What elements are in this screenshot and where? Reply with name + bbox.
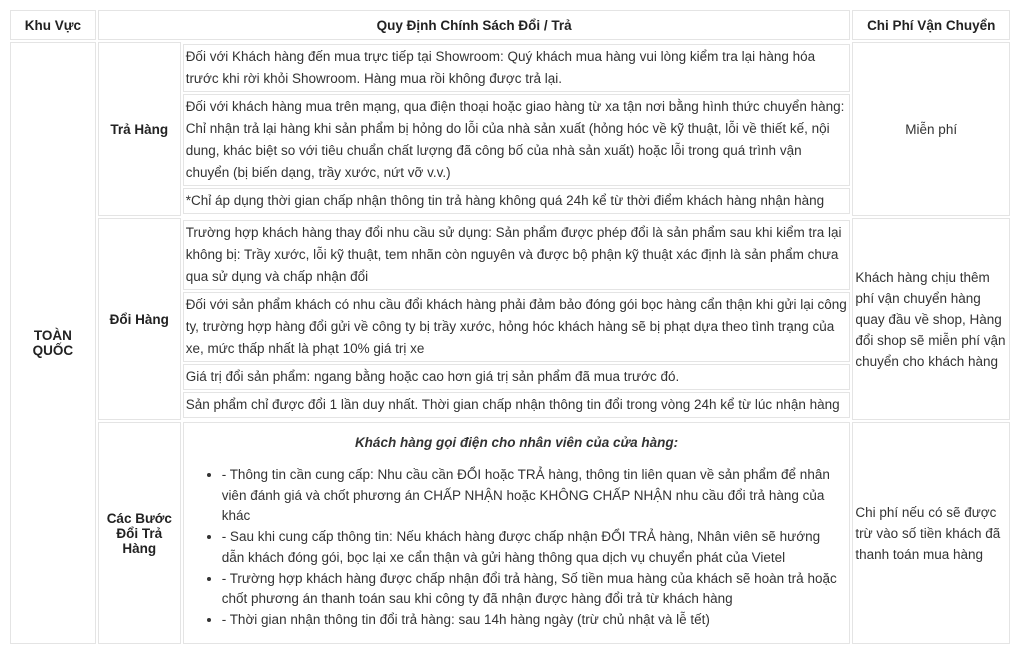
policy-table-container: [8, 8, 1012, 646]
exchange-policy-cell: [183, 218, 851, 420]
return-item: *Chỉ áp dụng thời gian chấp nhận thông tin trả hàng không quá 24h kể từ thời điểm khách hàng nhận hàng: [183, 188, 851, 214]
steps-row: [10, 422, 1010, 644]
return-policy-cell: [183, 42, 851, 216]
policy-table: [8, 8, 1012, 646]
exchange-item: Trường hợp khách hàng thay đổi nhu cầu sử dụng: Sản phẩm được phép đổi là sản phẩm sau khi kiểm tra lại không bị: Trầy xước, lỗi kỹ thuật, tem nhãn còn nguyên và được bộ phận kỹ thuật xác định là sản phẩm chưa qua sử dụng và chấp nhận đổi: [183, 220, 851, 290]
steps-list: [188, 465, 846, 631]
exchange-item: Đối với sản phẩm khách có nhu cầu đổi khách hàng phải đảm bảo đóng gói bọc hàng cẩn thận khi gửi lại công ty, trường hợp hàng đổi gửi về công ty bị trầy xước, hỏng hóc khách hàng sẽ bị phạt dựa theo tình trạng của xe, mức thấp nhất là phạt 10% giá trị xe: [183, 292, 851, 362]
steps-bullet: • - Thông tin cần cung cấp: Nhu cầu cần ĐỔI hoặc TRẢ hàng, thông tin liên quan về sản phẩm để nhân viên đánh giá và chốt phương án CHẤP NHẬN hoặc KHÔNG CHẤP NHẬN nhu cầu đổi trả hàng của khác: [222, 465, 846, 527]
return-item: Đối với khách hàng mua trên mạng, qua điện thoại hoặc giao hàng từ xa tận nơi bằng hình thức chuyển hàng: Chỉ nhận trả lại hàng khi sản phẩm bị hỏng do lỗi của nhà sản xuất (hỏng hóc về kỹ thuật, lỗi về thiết kế, nội dung, khác biệt so với tiêu chuẩn chất lượng đã công bố của nhà sản xuất) hoặc lỗi trong quá trình vận chuyển (bị biến dạng, trầy xước, nứt vỡ v.v.): [183, 94, 851, 186]
steps-policy-cell: [183, 422, 851, 644]
exchange-cost: Khách hàng chịu thêm phí vận chuyển hàng quay đầu về shop, Hàng đổi shop sẽ miễn phí vận chuyển cho khách hàng: [852, 218, 1010, 420]
exchange-row: [10, 218, 1010, 420]
return-row: [10, 42, 1010, 216]
header-row: [10, 10, 1010, 40]
exchange-item: Giá trị đổi sản phẩm: ngang bằng hoặc cao hơn giá trị sản phẩm đã mua trước đó.: [183, 364, 851, 390]
header-region: Khu Vực: [10, 10, 96, 40]
exchange-label: Đổi Hàng: [98, 218, 181, 420]
steps-bullet: • - Thời gian nhận thông tin đổi trả hàng: sau 14h hàng ngày (trừ chủ nhật và lễ tết): [222, 610, 846, 631]
return-label: Trả Hàng: [98, 42, 181, 216]
steps-bullet: • - Sau khi cung cấp thông tin: Nếu khách hàng được chấp nhận ĐỔI TRẢ hàng, Nhân viên sẽ hướng dẫn khách đóng gói, bọc lại xe cẩn thận và gửi hàng thông qua dịch vụ chuyển phát của Vietel: [222, 527, 846, 569]
steps-cost: Chi phí nếu có sẽ được trừ vào số tiền khách đã thanh toán mua hàng: [852, 422, 1010, 644]
return-item: Đối với Khách hàng đến mua trực tiếp tại Showroom: Quý khách mua hàng vui lòng kiểm tra lại hàng hóa trước khi rời khỏi Showroom. Hàng mua rồi không được trả lại.: [183, 44, 851, 92]
region-cell: TOÀN QUỐC: [10, 42, 96, 644]
steps-heading: Khách hàng gọi điện cho nhân viên của cửa hàng:: [354, 434, 679, 450]
steps-bullet: • - Trường hợp khách hàng được chấp nhận đổi trả hàng, Số tiền mua hàng của khách sẽ hoàn trả hoặc chốt phương án thanh toán sau khi công ty đã nhận được hàng đổi trả từ khách hàng: [222, 569, 846, 611]
return-cost: Miễn phí: [852, 42, 1010, 216]
header-policy: Quy Định Chính Sách Đổi / Trả: [98, 10, 851, 40]
steps-label: Các Bước Đổi Trả Hàng: [98, 422, 181, 644]
header-shipping: Chi Phí Vận Chuyển: [852, 10, 1010, 40]
exchange-item: Sản phẩm chỉ được đổi 1 lần duy nhất. Thời gian chấp nhận thông tin đổi trong vòng 24h kể từ lúc nhận hàng: [183, 392, 851, 418]
